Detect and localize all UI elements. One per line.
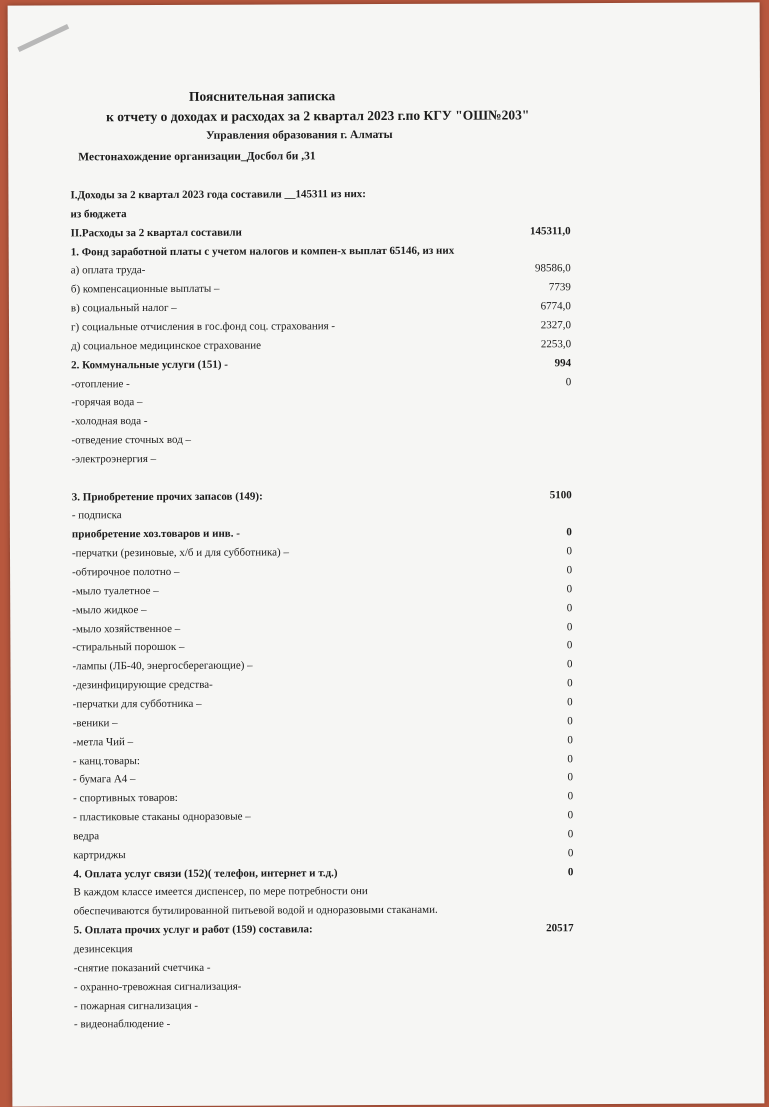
report-line	[73, 769, 573, 789]
line-label: 5. Оплата прочих услуг и работ (159) составила:	[73, 923, 313, 937]
report-line	[72, 561, 572, 581]
line-value: 0	[567, 809, 574, 822]
line-value: 2253,0	[540, 337, 572, 351]
report-line	[70, 184, 570, 204]
line-label: -обтирочное полотно –	[72, 565, 180, 579]
line-label: I.Доходы за 2 квартал 2023 года составили __145311 из них:	[70, 188, 366, 202]
report-line	[74, 900, 574, 920]
line-label: -электроэнергия –	[71, 452, 157, 466]
line-label: дезинсекция	[73, 943, 133, 956]
report-line	[72, 523, 572, 543]
line-value: 0	[567, 677, 573, 690]
line-label: -дезинфицирующие средства-	[72, 678, 213, 692]
line-label: 2. Коммунальные услуги (151) -	[71, 358, 228, 372]
report-line	[73, 787, 573, 807]
line-value: 0	[567, 846, 574, 859]
report-line	[72, 580, 572, 600]
line-label: в) социальный налог –	[70, 302, 177, 315]
report-line	[71, 335, 571, 355]
report-line	[71, 222, 571, 242]
line-label: обеспечиваются бутилированной питьевой водой и одноразовыми стаканами.	[73, 904, 438, 918]
line-label: -отведение сточных вод –	[71, 433, 192, 447]
line-value: 0	[566, 545, 573, 558]
report-line	[73, 844, 573, 864]
line-value: 0	[566, 526, 572, 539]
line-label: ведра	[73, 830, 100, 843]
line-label: В каждом классе имеется диспенсер, по мере потребности они	[73, 885, 368, 899]
report-line	[71, 354, 571, 374]
line-label: -горячая вода –	[71, 396, 143, 409]
doc-location: Местонахождение организации_Досбол би ,31	[78, 150, 316, 164]
line-value: 0	[565, 375, 572, 388]
report-line	[72, 599, 572, 619]
document-page	[8, 2, 765, 1106]
line-label: из бюджета	[70, 207, 127, 221]
line-value: 0	[567, 865, 574, 878]
report-line	[70, 203, 570, 223]
staple-mark	[17, 24, 69, 52]
line-label: -перчатки для субботника –	[72, 697, 202, 711]
line-value: 20517	[546, 922, 574, 935]
report-line	[71, 429, 571, 449]
report-line	[72, 637, 572, 657]
line-value: 7739	[548, 281, 571, 294]
line-value: 0	[567, 790, 574, 803]
line-value: 0	[566, 564, 573, 577]
line-label: -снятие показаний счетчика -	[73, 961, 211, 975]
line-label: картриджы	[73, 848, 126, 862]
doc-subtitle: к отчету о доходах и расходах за 2 квартал 2023 г.по КГУ "ОШ№203"	[106, 107, 530, 125]
report-line	[72, 486, 572, 506]
report-line	[74, 919, 574, 939]
report-line	[74, 1014, 574, 1034]
line-value: 0	[566, 583, 573, 596]
line-label: - подписка	[71, 509, 122, 522]
line-label: -отопление -	[71, 377, 130, 390]
report-line	[71, 241, 571, 261]
line-label: г) социальные отчисления в гос.фонд соц. страхования -	[70, 320, 336, 334]
doc-title: Пояснительная записка	[188, 88, 336, 104]
line-label: приобретение хоз.товаров и инв. -	[71, 527, 240, 541]
line-label: -перчатки (резиновые, х/б и для субботника) –	[71, 546, 290, 560]
line-value: 0	[567, 752, 573, 765]
line-label: -стиральный порошок –	[72, 641, 185, 654]
line-label: -мыло хозяйственное –	[72, 622, 181, 635]
doc-department: Управления образования г. Алматы	[206, 128, 393, 142]
line-label: 3. Приобретение прочих запасов (149):	[71, 490, 263, 503]
line-label: 1. Фонд заработной платы с учетом налогов и компен-х выплат 65146, из них	[70, 244, 455, 258]
report-line	[74, 957, 574, 977]
line-value: 5100	[549, 488, 572, 501]
line-label: - пластиковые стаканы одноразовые –	[73, 810, 251, 824]
line-label: -веники –	[72, 716, 118, 730]
report-line	[72, 467, 572, 487]
report-line	[72, 655, 572, 675]
line-label: - видеонаблюдение -	[74, 1018, 171, 1031]
report-line	[72, 505, 572, 525]
report-line	[73, 674, 573, 694]
line-label: -холодная вода -	[71, 415, 148, 428]
line-value: 0	[567, 771, 574, 784]
report-line	[73, 825, 573, 845]
report-line	[72, 448, 572, 468]
line-label: 4. Оплата услуг связи (152)( телефон, интернет и т.д.)	[73, 866, 338, 880]
line-value: 0	[567, 696, 573, 709]
report-line	[71, 278, 571, 298]
report-line	[71, 392, 571, 412]
line-label: д) социальное медицинское страхование	[71, 339, 262, 353]
line-label: - спортивных товаров:	[73, 792, 178, 805]
line-label: а) оплата труда-	[70, 264, 146, 277]
line-value: 0	[566, 658, 573, 671]
report-line	[74, 976, 574, 996]
line-label: - охранно-тревожная сигнализация-	[73, 980, 242, 994]
report-line	[71, 373, 571, 393]
line-value: 0	[567, 714, 573, 728]
line-label: - бумага А4 –	[72, 773, 136, 786]
line-label: - канц.товары:	[72, 754, 140, 767]
line-value: 0	[566, 639, 573, 652]
line-label: -мыло жидкое –	[72, 603, 147, 617]
line-label: б) компенсационные выплаты –	[70, 282, 220, 296]
report-line	[74, 938, 574, 958]
report-line	[73, 693, 573, 713]
line-value: 98586,0	[534, 262, 571, 275]
report-line	[73, 863, 573, 883]
report-line	[73, 882, 573, 902]
line-label: -метла Чий –	[72, 735, 134, 749]
line-value: 0	[567, 733, 573, 746]
line-value: 0	[566, 601, 573, 614]
report-line	[72, 542, 572, 562]
report-line	[71, 297, 571, 317]
report-line	[73, 731, 573, 751]
line-label: - пожарная сигнализация -	[73, 999, 199, 1012]
line-value: 0	[567, 828, 574, 841]
line-label: II.Расходы за 2 квартал составили	[70, 226, 242, 240]
line-value: 994	[554, 356, 572, 369]
report-line	[71, 260, 571, 280]
line-value: 0	[566, 620, 573, 633]
report-line	[73, 806, 573, 826]
report-line	[74, 995, 574, 1015]
line-label: -мыло туалетное –	[72, 584, 159, 598]
line-value: 2327,0	[540, 319, 572, 332]
line-label: -лампы (ЛБ-40, энергосберегающие) –	[72, 659, 253, 673]
report-line	[71, 316, 571, 336]
line-value: 145311,0	[529, 224, 571, 238]
line-value: 6774,0	[540, 300, 571, 313]
report-line	[72, 618, 572, 638]
report-line	[73, 750, 573, 770]
report-line	[71, 410, 571, 430]
report-line	[73, 712, 573, 732]
